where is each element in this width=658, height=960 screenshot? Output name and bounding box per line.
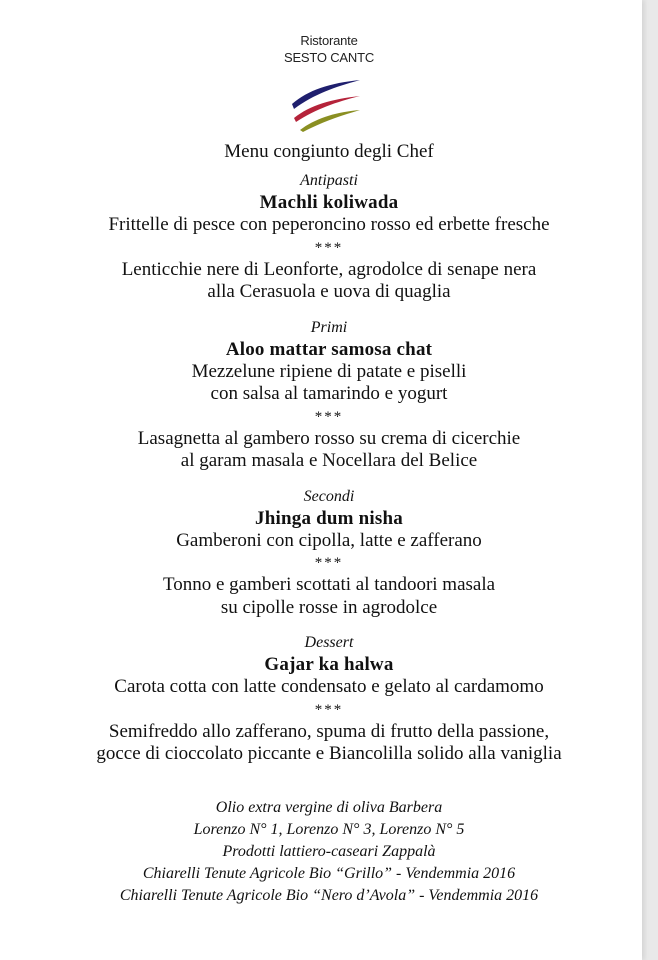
brush-stroke-logo-icon (290, 74, 362, 132)
menu-footer (0, 797, 658, 907)
dish-description: Lasagnetta al gambero rosso su crema di cicerchie (137, 427, 521, 449)
footer-line: Lorenzo N° 1, Lorenzo N° 3, Lorenzo N° 5 (193, 821, 465, 838)
dish-description: Mezzelune ripiene di patate e piselli (191, 360, 467, 382)
course-category: Secondi (303, 487, 355, 505)
dish-description: con salsa al tamarindo e yogurt (210, 383, 448, 404)
dish-description: alla Cerasuola e uova di quaglia (207, 281, 451, 302)
separator-stars: *** (314, 408, 344, 425)
dish-name: Aloo mattar samosa chat (225, 338, 433, 360)
dish-description: Lenticchie nere di Leonforte, agrodolce di senape nera (121, 258, 537, 280)
footer-line: Prodotti lattiero-caseari Zappalà (222, 843, 436, 860)
dish-description: al garam masala e Nocellara del Belice (180, 450, 478, 471)
dish-name: Machli koliwada (259, 192, 399, 213)
dish-description: Gamberoni con cipolla, latte e zafferano (176, 529, 482, 551)
dish-description: Frittelle di pesce con peperoncino rosso ed erbette fresche (108, 214, 550, 235)
footer-line: Chiarelli Tenute Agricole Bio “Grillo” - Vendemmia 2016 (142, 865, 516, 882)
menu-title: Menu congiunto degli Chef (224, 141, 434, 162)
dish-name: Gajar ka halwa (264, 654, 394, 675)
menu-body (0, 139, 658, 766)
course-category: Antipasti (300, 172, 358, 189)
dish-description: Tonno e gamberi scottati al tandoori masala (162, 574, 496, 595)
separator-stars: *** (314, 701, 344, 718)
separator-stars: *** (314, 239, 344, 256)
restaurant-name: SESTO CANTC (283, 50, 375, 65)
separator-stars: *** (314, 555, 344, 571)
dish-name: Jhinga dum nisha (255, 507, 403, 529)
course-category: Primi (310, 318, 348, 336)
dish-description: Carota cotta con latte condensato e gelato al cardamomo (114, 676, 544, 697)
section-gap (0, 473, 658, 486)
course-category: Dessert (304, 634, 354, 651)
dish-description: Semifreddo allo zafferano, spuma di frutto della passione, (108, 720, 550, 742)
section-gap (0, 619, 658, 632)
section-gap (0, 304, 658, 317)
dish-description: gocce di cioccolato piccante e Biancolilla solido alla vaniglia (96, 743, 562, 764)
dish-description: su cipolle rosse in agrodolce (220, 596, 438, 618)
footer-line: Chiarelli Tenute Agricole Bio “Nero d’Avola” - Vendemmia 2016 (119, 887, 539, 904)
footer-line: Olio extra vergine di oliva Barbera (215, 799, 443, 816)
restaurant-label: Ristorante (300, 33, 358, 48)
